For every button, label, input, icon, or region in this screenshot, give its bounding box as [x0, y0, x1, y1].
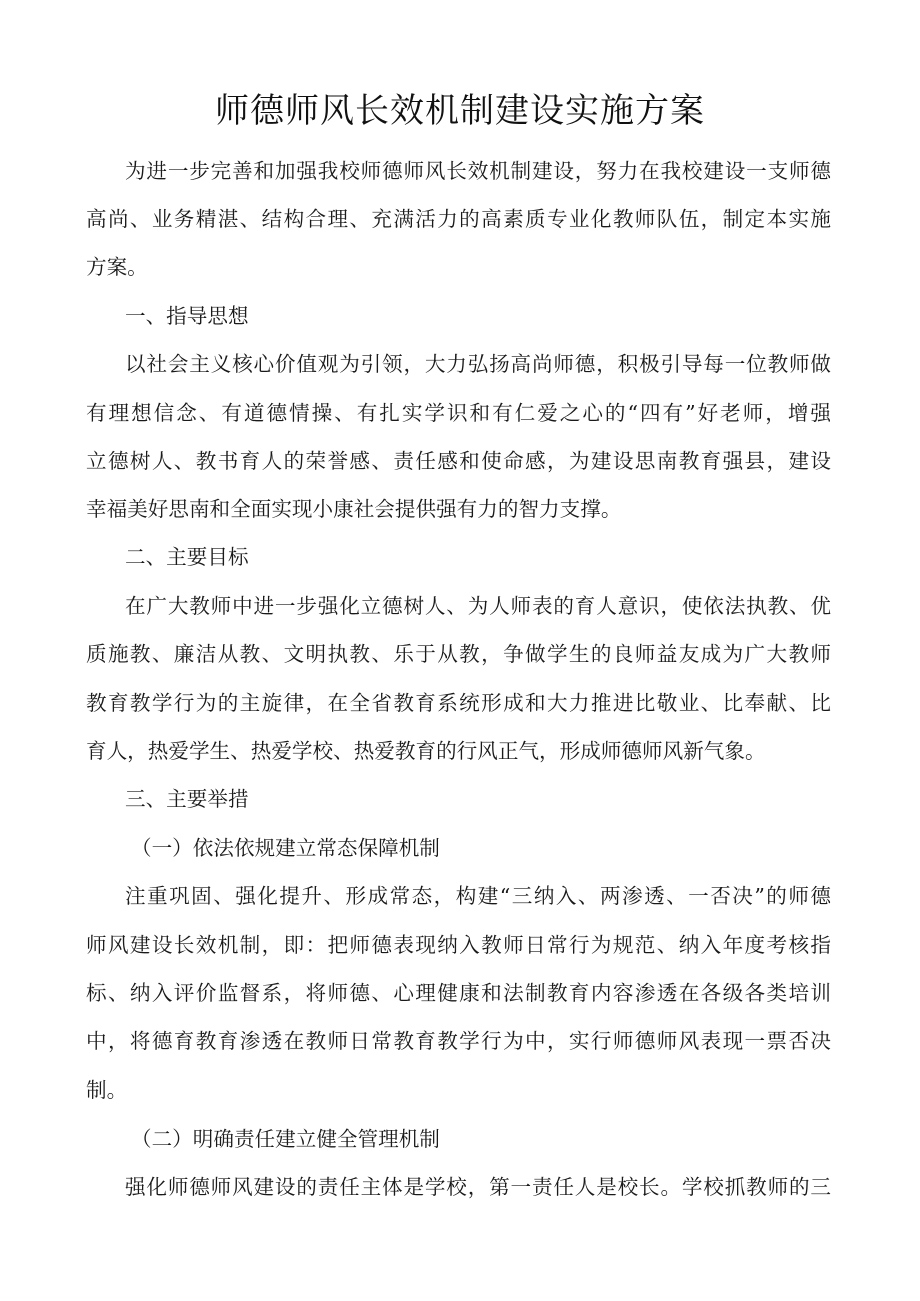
section1-heading: 一、指导思想	[125, 304, 249, 328]
section3-sub1-line-5: 制。	[86, 1078, 128, 1102]
section2-line-1: 在广大教师中进一步强化立德树人、为人师表的育人意识，使依法执教、优	[125, 594, 831, 618]
section1-line-3: 立德树人、教书育人的荣誉感、责任感和使命感，为建设思南教育强县，建设	[86, 449, 831, 473]
intro-line-2: 高尚、业务精湛、结构合理、充满活力的高素质专业化教师队伍，制定本实施	[86, 207, 831, 231]
section1-line-4: 幸福美好思南和全面实现小康社会提供强有力的智力支撑。	[86, 497, 622, 521]
section3-sub1-line-3: 标、纳入评价监督系，将师德、心理健康和法制教育内容渗透在各级各类培训	[86, 981, 831, 1005]
section3-sub1-line-2: 师风建设长效机制，即：把师德表现纳入教师日常行为规范、纳入年度考核指	[86, 933, 831, 957]
section2-line-3: 教育教学行为的主旋律，在全省教育系统形成和大力推进比敬业、比奉献、比	[86, 691, 831, 715]
section3-sub2-heading: （二）明确责任建立健全管理机制	[131, 1127, 440, 1151]
section2-heading: 二、主要目标	[125, 545, 249, 569]
section2-line-4: 育人，热爱学生、热爱学校、热爱教育的行风正气，形成师德师风新气象。	[86, 739, 766, 763]
section3-sub1-heading: （一）依法依规建立常态保障机制	[131, 836, 440, 860]
section3-sub1-line-1: 注重巩固、强化提升、形成常态，构建“三纳入、两渗透、一否决”的师德	[125, 884, 831, 908]
section3-sub1-line-4: 中，将德育教育渗透在教师日常教育教学行为中，实行师德师风表现一票否决	[86, 1029, 831, 1053]
section1-line-2: 有理想信念、有道德情操、有扎实学识和有仁爱之心的“四有”好老师，增强	[86, 401, 831, 425]
section1-line-1: 以社会主义核心价值观为引领，大力弘扬高尚师德，积极引导每一位教师做	[125, 352, 831, 376]
section2-line-2: 质施教、廉洁从教、文明执教、乐于从教，争做学生的良师益友成为广大教师	[86, 642, 831, 666]
section3-heading: 三、主要举措	[125, 787, 249, 811]
document-title: 师德师风长效机制建设实施方案	[215, 91, 705, 131]
intro-line-3: 方案。	[86, 255, 148, 279]
intro-line-1: 为进一步完善和加强我校师德师风长效机制建设，努力在我校建设一支师德	[125, 159, 831, 183]
section3-sub2-line-1: 强化师德师风建设的责任主体是学校，第一责任人是校长。学校抓教师的三	[125, 1175, 831, 1199]
